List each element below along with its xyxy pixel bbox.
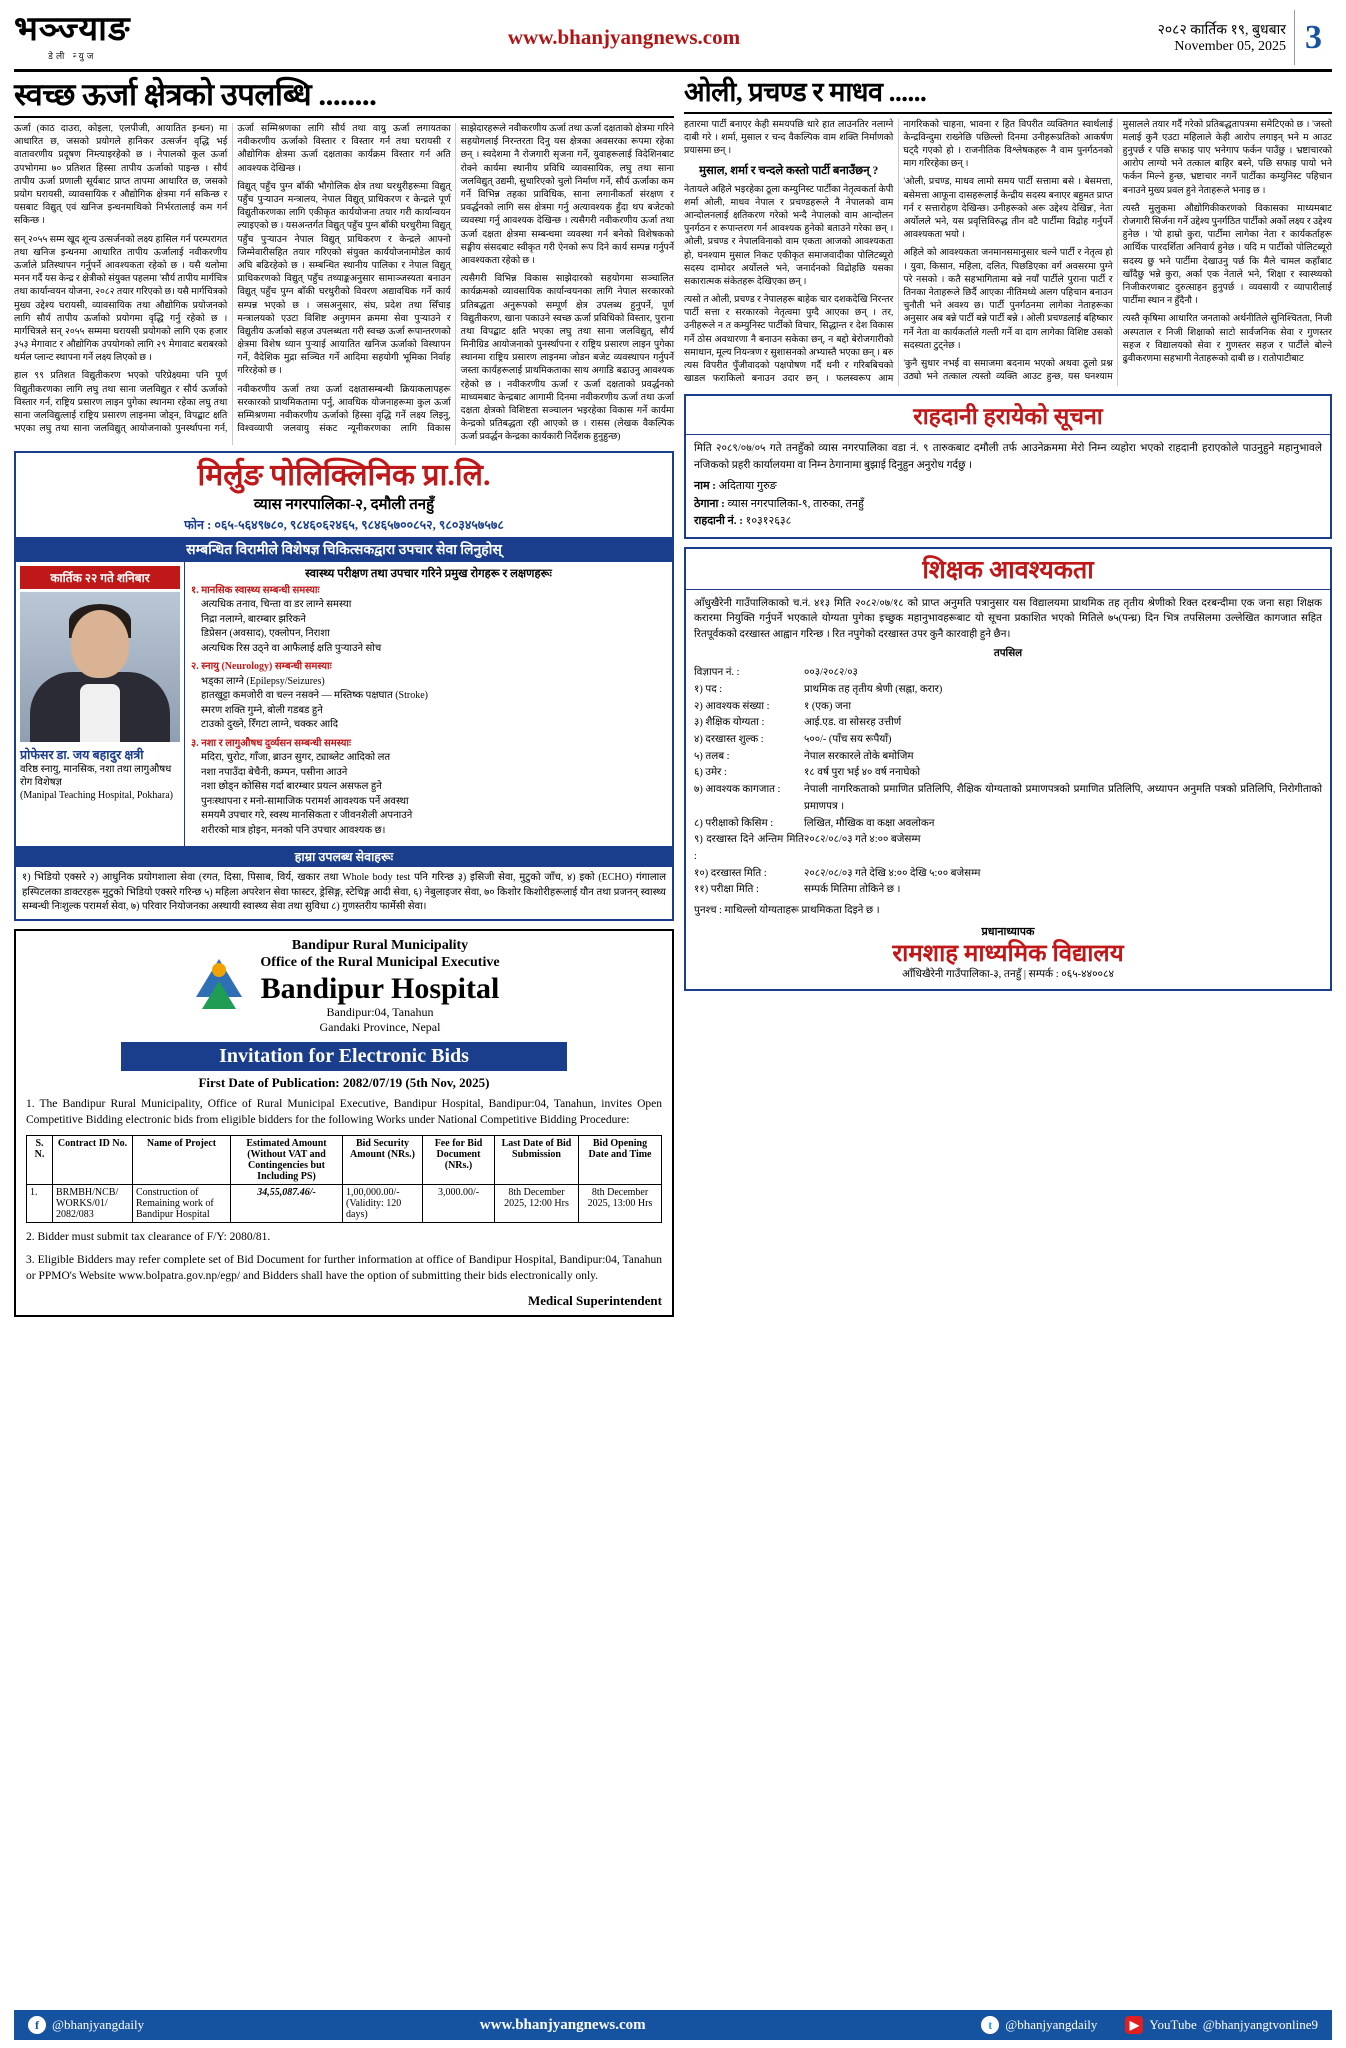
item-value: आई.एड. वा सोसरह उत्तीर्ण [804, 717, 902, 729]
footer-youtube[interactable] [1111, 2016, 1332, 2034]
col-opening-date: Bid Opening Date and Time [579, 1136, 662, 1185]
item-value: नेपाली नागरिकताको प्रमाणित प्रतिलिपि, शैक्षिक योग्यताको प्रमाणपत्रको प्रमाणित प्रतिलिपि, अध्यापन अनुमति पत्रको प्रतिलिपि, निरोगीताको प्रमाणपत्र । [804, 784, 1322, 812]
youtube-handle: @bhanjyangtvonline9 [1202, 2017, 1318, 2032]
doctor-affiliation: (Manipal Teaching Hospital, Pokhara) [20, 789, 173, 801]
service-item: भड्का लाग्ने (Epilepsy/Seizures) [201, 675, 325, 687]
teacher-ad-role: प्रधानाध्यापक [981, 926, 1035, 939]
field-value: व्यास नगरपालिका-९, तारुका, तनहुँ [727, 497, 864, 510]
clinic-address: व्यास नगरपालिका-२, दमौली तनहुँ [253, 496, 435, 513]
service-group [191, 737, 666, 839]
paragraph: त्यस्तै मुलुकमा औद्योगिकीकरणको विकासका माध्यमबाट रोजगारी सिर्जना गर्ने उद्देश्य पुनर्गठित पार्टीको अर्को लक्ष्य र उद्देश्य हुनेछ । 'यो हाम्रो कुरा, पार्टीमा लागेका नेता र कार्यकर्ताहरू आर्थिक पारदर्शिता अनिवार्य हुनेछ । यदि म पार्टीको पोलिटब्यूरो सदस्य छु भने पार्टीमा देखाउनु पर्छ कि मैले चामल कहाँबाट खाँदैछु भन्ने कुरा, अर्का एक नेताले भने, 'शिक्षा र स्वास्थ्यको निजीकरणबाट दुरुत्साहन हुनुपर्छ । व्यवसायी र व्यापारीलाई पार्टीमा स्थान न हुँदैनौ । [1122, 203, 1332, 307]
cell-sn: 1. [27, 1185, 53, 1223]
paragraph: विद्युत् पहुँच पुग्न बाँकी भौगोलिक क्षेत्र तथा घरधुरीहरूमा विद्युत् पहुँच पुऱ्याउन मन्त्रालय, नेपाल विद्युत् प्राधिकरण र केन्द्रले पूर्ण विद्युतीकरणका लागि एकीकृत कार्ययोजना तयार गरी कार्यान्वयन ल्याइएको छ । यसअन्तर्गत विद्युत् पहुँच पुग्न बाँकी घरधुरीमा विद्युत् पहुँच पुऱ्याउन नेपाल विद्युत् प्राधिकरण र केन्द्रले आफ्नो जिम्मेवारीसहित तयार गरिएको संयुक्त कार्ययोजनामोडेल कार्य अघि बढिरहेको छ । सम्बन्धित स्थानीय पालिका र नेपाल विद्युत् प्राधिकरणको विद्युत् पहुँच तथ्याङ्कअनुसार सामाञ्जस्यता बनाउन विद्युत् पहुँच पुग्न बाँकी घरधुरीको विवरण अद्यावधिक गर्ने कार्य सम्पन्न भएको छ । जसअनुसार, संघ, प्रदेश तथा सिँचाइ मन्त्रालयको एउटा विशिष्ट अनुगमन क्रममा सेवा पुऱ्याउने र विद्युतीय ऊर्जाको सहज उपलब्धता गरी स्वच्छ ऊर्जा रूपान्तरणको क्षेत्रमा विशेष ध्यान पुर्‍याई आयातित खनिज ऊर्जाको विस्थापन गर्ने, वैदेशिक मुद्रा सञ्चित गर्ने आदिमा सहयोगी भूमिका निर्वाह गरिरहेको छ । [237, 181, 451, 377]
teacher-ad-title: शिक्षक आवश्यकता [686, 549, 1330, 590]
table-row [27, 1185, 662, 1223]
item-value: प्राथमिक तह तृतीय श्रेणी (सह्ना, करार) [804, 684, 943, 696]
paragraph: त्यसो त ओली, प्रचण्ड र नेपालहरू बाहेक चार दशकदेखि निरन्तर पार्टी सत्ता र सरकारको नेतृत्वमा पुग्दै आएका छन् । तर, उनीहरूले न त कम्युनिस्ट पार्टीको विचार, सिद्धान्त र देश विकास गर्ने ठोस अवधारणा नै बनाउन सकेका छन्, न बद्दो बेरोजगारीको समाधान, मूल्य नियन्त्रण र सुशासनको अभ्यास्तै भएका छन् । बरु त्यस विपरीत पुँजीवादको पक्षपोषण गर्दै धनी र गरिबबिचको खाडल फराकिलो बनाउन उदार छन् । फलस्वरूप आम नागरिकको चाहना, भावना र हित विपरीत व्यक्तिगत स्वार्थलाई केन्द्रविन्दुमा राख्नेछि पछिल्लो दिनमा उनीहरूप्रतिको आकर्षण घट्दै गएको हो । राजनीतिक विश्लेषकहरू नै वाम पुनर्गठनको माग गरिरहेका छन् । [684, 119, 1113, 385]
teacher-ad-items [694, 665, 1322, 898]
twitter-icon: t [981, 2016, 999, 2034]
phone-numbers: ०६५-५६४९७८०, ९८४६०६२४६५, ९८४६५७००८५२, ९८०३४५७५७८ [214, 517, 504, 532]
clinic-name: मिर्लुङ पोलिक्लिनिक प्रा.लि. [197, 458, 491, 492]
col-last-date: Last Date of Bid Submission [495, 1136, 579, 1185]
paragraph: त्यस्तै कृषिमा आधारित जनताको अर्थनीतिले सुनिश्चितता, निजी अस्पताल र निजी शिक्षाको साटो सार्वजनिक सेवा र गुणस्तर सहज र विद्यालयको सेवा र गुणस्तर सहज र पार्टीले बोल्ने ढुवीकरणमा सहभागी नेताहरूको दाबी छ । रातोपाटीबाट [1122, 314, 1332, 364]
service-group [191, 660, 666, 733]
service-item: शरीरको मात्र होइन, मनको पनि उपचार आवश्यक छ। [201, 824, 386, 836]
item-row [694, 732, 1322, 749]
service-group-title: ३. नशा र लागुऔषध दुर्व्यसन सम्बन्धी समस्याः [191, 737, 351, 749]
teacher-ad-text: आँधुखैरेनी गाउँपालिकाको च.नं. ४१३ मिति २०८२/०७/१८ को प्राप्त अनुमति पत्रानुसार यस विद्यालयमा प्राथमिक तह तृतीय श्रेणीको रिक्त दरबन्दीमा एक जना सहा शिक्षक करारमा नियुक्ति गर्नुपर्ने भएकाले योग्यता पुगेका इच्छुक महानुभावहरूबाट यो सूचना प्रकाशित भएको मितिले ७५(पन्ध्र) दिन भित्र तपसिलमा उल्लेखित कागजात सहित रितपूर्वकको दरखास्त आह्वान गरिन्छ । रित नपुगेको दरखास्त उपर कुनै कारवाही हुने छैन। [694, 597, 1322, 640]
tender-paragraph-1: 1. The Bandipur Rural Municipality, Office of Rural Municipal Executive, Bandipur Hospital, Bandipur:04, Tanahun, invites Open Competitive Bidding electronic bids from eligible bidders for the following Works under National Competitive Bidding Procedure: [26, 1097, 662, 1127]
youtube-label: YouTube [1149, 2017, 1197, 2032]
service-group-title: १. मानसिक स्वास्थ्य सम्बन्धी समस्याः [191, 584, 320, 596]
item-key: ६) उमेर : [694, 767, 727, 779]
item-key: १०) दरखास्त मिति : [694, 867, 767, 879]
item-key: ३) शैक्षिक योग्यता : [694, 717, 765, 729]
col-contract-id: Contract ID No. [53, 1136, 133, 1185]
logo-title: भञ्ज्याङ [14, 11, 131, 48]
field-value: अदिताया गुरुङ [718, 479, 777, 492]
clinic-doctor-panel [16, 562, 184, 847]
phone-label: फोन : [184, 517, 212, 532]
item-row [694, 699, 1322, 716]
teacher-ad-note: पुनश्च : माथिल्लो योग्यताहरू प्राथमिकता दिइने छ । [694, 904, 880, 916]
cell-bid-security: 1,00,000.00/- (Validity: 120 days) [343, 1185, 423, 1223]
service-items [201, 751, 666, 838]
clinic-advertisement [14, 451, 674, 921]
lost-passport-notice [684, 394, 1332, 538]
col-bid-security: Bid Security Amount (NRs.) [343, 1136, 423, 1185]
logo-subtitle: डेली न्युज [48, 51, 97, 61]
item-key: ८) परीक्षाको किसिम : [694, 817, 774, 829]
services-heading: स्वास्थ्य परीक्षण तथा उपचार गरिने प्रमुख रोगहरू र लक्षणहरूः [305, 567, 552, 580]
paragraph: हाल ९९ प्रतिशत विद्युतीकरण भएको परिप्रेक्ष्यमा पनि पूर्ण विद्युतीकरणका लागि लघु तथा साना जलविद्युत र सौर्य ऊर्जाको विस्तार गर्न, राष्ट्रिय प्रसारण लाइन पुगेका स्थानमा रहेका लघु तथा साना जलविद्युत्लाई राष्ट्रिय प्रसारण लाइनमा जोड्न, विपद्बाट क्षति भएका लघु तथा साना जलविद्युत् आयोजनाको पुनर्स्थापना गर्न, ऊर्जा सम्मिश्रणका लागि सौर्य तथा वायु ऊर्जा लगायतका नवीकरणीय ऊर्जाको विस्तार र विस्तार गर्न तथा घरायसी र औद्योगिक क्षेत्रमा ऊर्जा दक्षताका कार्यक्रम विस्तार गर्न अति आवश्यक देखिन्छ । [14, 124, 451, 435]
item-value: नेपाल सरकारले तोके बमोजिम [804, 750, 914, 762]
masthead-center [214, 10, 1034, 65]
passport-notice-text: मिति २०८९/०७/०५ गते तनहुँको व्यास नगरपालिका वडा नं. ९ तारुकबाट दमौली तर्फ आउनेक्रममा मेरो निम्न व्यहोरा भएको राहदानी हराएकोले पाउनुहुने महानुभावले नजिकको प्रहरी कार्यालयमा वा निम्न ठेगानामा बुझाई दिनुहुन अनुरोध गर्दछु । [694, 443, 1322, 471]
page-number: 3 [1294, 10, 1332, 65]
tender-header [26, 937, 662, 1036]
clinic-banner: सम्बन्धित विरामीले विशेषज्ञ चिकित्सकद्वारा उपचार सेवा लिनुहोस् [16, 537, 672, 562]
paragraph: 'कुनै सुधार नभई वा समाजमा बदनाम भएको अथवा ठूलो प्रश्न उठ्यो भने तत्काल त्यस्तो व्यक्ति आउट हुन्छ, यस घनश्याम मुसालले तयार गर्दै गरेको प्रतिबद्धतापत्रमा समेटिएको छ । 'जस्तो मलाई कुनै एउटा महिलाले केही आरोप लगाइन् भने म आउट हुनुपर्छ र पछि सफाइ पाए भनेगाप फर्कन पाउँछु । भ्रष्टाचारको आरोप लाग्यो भने तत्काल बाहिर बस्ने, पछि सफाइ पायो भने फर्कन मिल्ने हुन्छ, भ्रष्टाचार नगर्ने पार्टीका कम्युनिस्ट पहिचान बनाउने मुख्य प्रवल हुने नेताहरूले भनाइ छ । [903, 119, 1332, 383]
service-item: डिप्रेसन (अवसाद), एक्लोपन, निराशा [201, 628, 330, 640]
service-item: नशा छोड्न कोसिस गर्दा बारम्बार प्रयत्न असफल हुने [201, 781, 382, 793]
newspaper-logo [14, 10, 214, 65]
item-key: ७) आवश्यक कागजात : [694, 784, 781, 796]
service-item: समयमै उपचार गरे, स्वस्थ मानसिकता र जीवनशैली अपनाउने [201, 810, 413, 822]
municipality-emblem-icon [188, 955, 250, 1017]
clinic-services-bar: हाम्रा उपलब्ध सेवाहरूः [16, 846, 672, 867]
tender-banner: Invitation for Electronic Bids [121, 1042, 566, 1071]
passport-notice-title: राहदानी हरायेको सूचना [686, 396, 1330, 435]
footer-website-url: www.bhanjyangnews.com [479, 2016, 646, 2033]
clinic-date-badge: कार्तिक २२ गते शनिबार [20, 566, 180, 589]
item-value: ५००/- (पाँच सय रूपैयाँ) [804, 734, 892, 746]
tender-address-1: Bandipur:04, Tanahun [326, 1004, 434, 1019]
passport-notice-fields [694, 478, 1322, 531]
item-row [694, 832, 1322, 865]
col-estimated-amount: Estimated Amount (Without VAT and Contingencies but Including PS) [231, 1136, 343, 1185]
tender-org-line2: Office of the Rural Municipal Executive [260, 955, 500, 971]
item-value: ००३/२०८२/०३ [804, 667, 858, 679]
tender-first-publication: First Date of Publication: 2082/07/19 (5th Nov, 2025) [198, 1074, 490, 1090]
col-sn: S. N. [27, 1136, 53, 1185]
cell-last-date: 8th December 2025, 12:00 Hrs [495, 1185, 579, 1223]
tender-notice [14, 929, 674, 1318]
table-header-row [27, 1136, 662, 1185]
left-article-headline: स्वच्छ ऊर्जा क्षेत्रको उपलब्धि ........ [14, 78, 674, 118]
teacher-ad-footer [694, 924, 1322, 983]
field-row [694, 496, 1322, 514]
item-value: १ (एक) जना [804, 700, 851, 712]
date-english: November 05, 2025 [1174, 39, 1286, 54]
item-key: ५) तलब : [694, 750, 730, 762]
facebook-handle: @bhanjyangdaily [52, 2017, 145, 2032]
service-item: मदिरा, चुरोट, गाँजा, ब्राउन सुगर, ट्याब्लेट आदिको लत [201, 752, 391, 764]
footer-website[interactable] [158, 2017, 967, 2034]
service-item: अत्यधिक तनाव, चिन्ता वा डर लाग्ने समस्या [201, 599, 352, 611]
youtube-icon: ▶ [1125, 2016, 1143, 2034]
page-body [14, 78, 1332, 1317]
paragraph: सन् २०५५ सम्म खूद शून्य उत्सर्जनको लक्ष्य हासिल गर्न परम्परागत तथा खनिज इन्धनमा आधारित तापीय ऊर्जालाई नवीकरणीय ऊर्जाले प्रतिस्थापन गर्नुपर्ने आवश्यकता रहेको छ । यसै थलोमा मनन गर्दै यस केन्द्र र क्षेत्रीको संयुक्त पहलमा 'सौर्य तापीय मार्गचित्र तथा कार्यान्वयन योजना, २०८२ तयार गरिएको छ। यसै मार्गचित्रको मुख्य उद्देश्य घरायसी, व्यावसायिक तथा औद्योगिक प्रयोजनको लागि सौर्य तापीय ऊर्जाको प्रयोगमा वृद्धि गर्नु रहेको छ । मार्गचित्रले सन् २०५५ सम्ममा घरायसी प्रयोगको लागि एक हजार ३५३ मेगावाट र औद्योगिक उपयोगको लागि २९ मेगावाट बराबरको थर्मल प्लान्ट स्थापना गर्ने लक्ष्य लिएको छ । [14, 234, 228, 364]
col-fee: Fee for Bid Document (NRs.) [423, 1136, 495, 1185]
clinic-phone [16, 516, 672, 537]
date-nepali: २०८२ कार्तिक १९, बुधबार [1157, 23, 1286, 38]
masthead-website-link[interactable]: www.bhanjyangnews.com [507, 25, 741, 49]
paragraph: नवीकरणीय ऊर्जा तथा ऊर्जा दक्षतासम्बन्धी क्रियाकलापहरू सरकारको प्राथमिकतामा पर्नु, आवधिक योजनाहरूमा कुल ऊर्जा सम्मिश्रणमा नवीकरणीय ऊर्जाको हिस्सा वृद्धि गर्ने लक्ष्य लिइनु, विश्वव्यापी जलवायु संकट न्यूनीकरणका लागि विकास साझेदारहरूले नवीकरणीय ऊर्जा तथा ऊर्जा दक्षताको क्षेत्रमा गरिने सहयोगलाई निरन्तरता दिनु यस क्षेत्रका अवसरका रूपमा रहेका छन् । स्वदेशमा नै रोजगारी सृजना गर्ने, युवाहरूलाई विदेशिनबाट रोक्ने कार्यमा स्थानीय प्रविधि व्यावसायिक, लघु तथा साना जलविद्युत् उद्यमी, सुधारिएको चुलो निर्माण गर्ने, सौर्य ऊर्जाका कम गर्ने विभिन्न तहका प्राविधिक, साना लगानीकर्ता संरक्षण र प्रवर्द्धनको लागि सस क्षेत्रमा गर्नु अत्यावश्यक हुँदा थप बजेटको व्यवस्था गर्नु आवश्यक देखिन्छ । त्यसैगरी नवीकरणीय ऊर्जा तथा ऊर्जा दक्षता क्षेत्रमा सम्बन्धमा व्यवस्था गर्न बनेको विशेषकको सङ्घीय संसदबाट स्वीकृत गरी ऐनको रूप दिने कार्य सम्पन्न गर्नुपर्ने आवश्यकता रहेको छ । [237, 124, 674, 435]
doctor-photo [20, 592, 180, 742]
cell-opening-date: 8th December 2025, 13:00 Hrs [579, 1185, 662, 1223]
service-group [191, 584, 666, 657]
cell-fee: 3,000.00/- [423, 1185, 495, 1223]
passport-notice-body [686, 435, 1330, 536]
field-row [694, 478, 1322, 496]
item-row [694, 866, 1322, 883]
right-notice-area [684, 386, 1332, 538]
twitter-handle: @bhanjyangdaily [1005, 2017, 1098, 2032]
cell-project: Construction of Remaining work of Bandipur Hospital [133, 1185, 231, 1223]
item-value: २०८२/०८/०३ गते देखि ४:०० देखि ५:०० बजेसम्म [804, 867, 981, 879]
left-article-body [14, 123, 674, 445]
masthead-date [1034, 10, 1294, 65]
service-item: नशा नपाउँदा बेचैनी, कम्पन, पसीना आउने [201, 766, 348, 778]
field-row [694, 513, 1322, 531]
right-column [684, 78, 1332, 1317]
teacher-ad-school-address: आँधिखैरेनी गाउँपालिका-३, तनहुँ | सम्पर्क : ०६५-४४००८४ [902, 969, 1114, 981]
service-item: अत्यधिक रिस उठ्ने वा आफैलाई क्षति पुऱ्याउने सोच [201, 642, 382, 654]
item-row [694, 765, 1322, 782]
right-article-headline: ओली, प्रचण्ड र माधव ...... [684, 78, 1332, 114]
item-row [694, 715, 1322, 732]
field-key: राहदानी नं. : [694, 515, 743, 528]
tender-paragraph-3: 3. Eligible Bidders may refer complete set of Bid Document for further information at office of Bandipur Hospital, Bandipur:04, Tanahun or PPMO's Website www.bolpatra.gov.np/egp/ and Bidders shall have the option of submitting their bids electronically only. [26, 1253, 662, 1283]
item-row [694, 682, 1322, 699]
service-item: निद्रा नलाग्ने, बारम्बार झरिकने [201, 613, 306, 625]
paragraph: त्यसैगरी विभिन्न विकास साझेदारको सहयोगमा सञ्चालित कार्यक्रमको व्यावसायिक कार्यान्वयनका लागि नेपाल सरकारको प्रतिबद्धता अनुरूपको सम्पूर्ण क्षेत्र उपलब्ध हुनुपर्ने, पूर्ण विद्युतीकरण, खाना पकाउने स्वच्छ ऊर्जा प्रविधिको विस्तार, पुराना तथा विपद्बाट क्षति भएका लघु तथा साना जलविद्युत्, सौर्य मिनीग्रिड आयोजनाको पुनर्स्थापना र राष्ट्रिय प्रसारण लाइन पुगेका स्थानमा राष्ट्रिय प्रसारण लाइनमा जोडन बजेट व्यवस्थापन गर्नुपर्ने जस्ता कार्यहरूलाई प्राथमिकताका साथ अगाडि बढाउनु आवश्यक रहेको छ । नवीकरणीय ऊर्जा र ऊर्जा दक्षताको प्रवर्द्धनको माध्यमबाट केन्द्रबाट आगामी दिनमा नवीकरणीय ऊर्जा तथा ऊर्जा दक्षता क्षेत्रको विशिष्टता सञ्चालन भइरहेका विकास गर्ने कार्यमा केन्द्रको प्रतिबद्धता रही आएको छ । रासस (लेखक वैकल्पिक ऊर्जा प्रवर्द्धन केन्द्रका कार्यकारी निर्देशक हुनुहुन्छ) [460, 274, 674, 443]
tender-signature: Medical Superintendent [528, 1293, 662, 1309]
item-value: २०८२/०८/०३ गते ४:०० बजेसम्म [804, 834, 921, 846]
page-footer [14, 2010, 1332, 2040]
field-key: नाम : [694, 479, 716, 492]
item-key: २) आवश्यक संख्या : [694, 700, 770, 712]
tender-hospital-name: Bandipur Hospital [260, 971, 500, 1005]
field-key: ठेगाना : [694, 497, 725, 510]
item-key: ९) दरखास्त दिने अन्तिम मिति : [694, 834, 804, 862]
clinic-services-text: १) भिडियो एक्सरे २) आधुनिक प्रयोगशाला सेवा (रगत, दिसा, पिसाब, विर्य, खकार तथा Whole body test पनि गरिन्छ ३) इसिजी सेवा, मुटुको जाँच, ४) इको (ECHO) गंगालाल हस्पिटलका डाक्टरहरू मुटुको भिडियो एक्सरे गरिन्छ ५) महिला अपरेशन सेवा फास्टर, ड्रेसिङ्ग, स्टेचिङ्ग आदी सेवा, ६) नेबुलाइजर सेवा, ७० किशोर किशोरीहरूलाई यौन तथा प्रजनन् स्वास्थ्य सम्बन्धी निःशुल्क परामर्श सेवा, ७) परिवार नियोजनका अस्थायी स्वास्थ्य सेवा तथा सुविधा ८) गुणस्तरीय फार्मेसी सेवा। [22, 872, 667, 913]
paragraph: 'ओली, प्रचण्ड, माधव लामो समय पार्टी सत्तामा बसे । बेसमत्ता, बसेमत्ता आफूना दासहरूलाई केन्द्रीय सदस्य बनाएर बहुमत प्राप्त गर्न र सत्तारोहण देखिन्छ। उनीहरूको अरू उद्देश्य देखिन्न', नेता अर्याेलले भने, यस प्रवृत्तिविरुद्ध तीन वटै पार्टीमा विद्रोह गर्नुपर्ने आवश्यकता भयो । [903, 177, 1113, 241]
item-key: ४) दरखास्त शुल्क : [694, 734, 764, 746]
footer-facebook[interactable] [14, 2016, 158, 2034]
tapasil-heading: तपसिल [993, 648, 1023, 660]
right-article-subhead: मुसाल, शर्मा र चन्दले कस्तो पार्टी बनाउँछन् ? [699, 165, 879, 178]
item-value: १८ वर्ष पुरा भई ४० वर्ष ननाघेको [804, 767, 920, 779]
right-article-body [684, 119, 1332, 387]
bids-table [26, 1135, 662, 1223]
tender-org-line1: Bandipur Rural Municipality [291, 937, 469, 953]
item-key: ११) परीक्षा मिति : [694, 884, 759, 896]
clinic-services-panel [184, 562, 672, 847]
tender-address-2: Gandaki Province, Nepal [319, 1020, 441, 1035]
item-row [694, 665, 1322, 682]
teacher-ad-body [686, 590, 1330, 989]
field-value: १०३१२६३८ [745, 515, 792, 528]
teacher-ad-school: रामशाह माध्यमिक विद्यालय [892, 940, 1124, 967]
paragraph: हतारमा पार्टी बनाएर केही समयपछि धारे हात लाउनतिर नलाग्ने दाबी गरे । शर्मा, मुसाल र चन्द वैकल्पिक वाम शक्ति निर्माणको प्रयासमा छन् । [684, 119, 894, 157]
item-key: १) पद : [694, 684, 723, 696]
service-item: हातखुट्टा कमजोरी वा चल्न नसक्ने — मस्तिष्क पक्षघात (Stroke) [201, 690, 428, 702]
item-key: विज्ञापन नं. : [694, 667, 740, 679]
col-project: Name of Project [133, 1136, 231, 1185]
clinic-content [16, 562, 672, 847]
item-value: सम्पर्क मितिमा तोकिने छ । [804, 884, 901, 896]
facebook-icon: f [28, 2016, 46, 2034]
doctor-name: प्रोफेसर डा. जय बहादुर क्षत्री [20, 747, 144, 762]
footer-twitter[interactable] [967, 2016, 1111, 2034]
paragraph: अहिले को आवश्यकता जनमानसमानुसार चल्ने पार्टी र नेतृत्व हो । युवा, किसान, महिला, दलित, पिछडिएका वर्ग अवसरमा पुग्ने परे नसकाे । कतै सहभागितामा बन्ने नयाँ पार्टीले पुराना पार्टी र तिनका नेताहरूले छिर्दै आएका नीतिमध्ये अलग पहिचान बनाउन चुनौती भने अवश्य छ। पार्टी पुनर्गठनमा लागेका नेताहरूका अनुसार अब बन्ने पार्टी बन्ने पार्टी बन्ने । ओली प्रचण्डलाई बहिष्कार गर्ने नेता वा कार्यकर्ताले गल्ती गर्ने वा दाग लागेका विशिष्ट उसको सदस्यता टुट्नेछ । [903, 248, 1113, 351]
item-row [694, 749, 1322, 766]
paragraph: नेतायले अहिले भइरहेका ठूला कम्युनिस्ट पार्टीका नेतृत्वकर्ता केपी शर्मा ओली, माधव नेपाल र प्रचण्डहरूले नै नेपालको वाम आन्दोलनलाई क्षतिकरण गरेको भन्दै नेपालको वाम आन्दोलन पुनर्गठन र रूपान्तरण गर्न आवश्यक हुनेको बताउने गरेका छन् । ओली, प्रचण्ड र नेपालविनाको वाम एकता आजको आवश्यकता हो, घनश्याम मुसाल निकट एकीकृत समाजवादीका पोलिटब्यूरो सदस्य दामोदर अर्याेलले भने, जनार्दनको विद्रोहछि यसका सकारात्मक संकेतहरू देखिएका छन् । [684, 184, 894, 287]
cell-contract-id: BRMBH/NCB/ WORKS/01/ 2082/083 [53, 1185, 133, 1223]
service-item: पुनःस्थापना र मनो-सामाजिक परामर्श आवश्यक पर्ने अवस्था [201, 795, 409, 807]
item-row [694, 816, 1322, 833]
masthead [14, 10, 1332, 72]
item-value: लिखित, मौखिक वा कक्षा अवलोकन [804, 817, 935, 829]
item-row [694, 882, 1322, 899]
tender-paragraph-2: 2. Bidder must submit tax clearance of F/Y: 2080/81. [26, 1231, 271, 1244]
service-items [201, 598, 666, 656]
service-item: स्मरण शक्ति गुम्ने, बोली गडबड हुने [201, 704, 323, 716]
item-row [694, 782, 1322, 815]
service-items [201, 675, 666, 733]
cell-estimated-amount: 34,55,087.46/- [231, 1185, 343, 1223]
paragraph: ऊर्जा (काठ दाउरा, कोइला, एलपीजी, आयातित इन्धन) मा आधारित छ, जसको प्रयोगले हानिकर उत्सर्जन वृद्धि भई वातावरणीय प्रदूषण निम्त्याइरहेको छ । नेपालको कूल ऊर्जा उपभोगमा ७० प्रतिशत हिस्सा तापीय ऊर्जाको पाइन्छ । सौर्य तापीय ऊर्जा प्रणाली सूर्यबाट प्राप्त तापमा आधारित छ, जसको प्रयोग घरायसी, व्यावसायिक र औद्योगिक क्षेत्रमा गर्न सकिन्छ र यसबाट विद्युत् एवं खनिज इन्धनमाथिको निर्भरतालाई कम गर्न सकिन्छ । [14, 124, 228, 227]
doctor-role: वरिष्ठ स्नायु, मानसिक, नशा तथा लागुऔषध रोग विशेषज्ञ [20, 763, 172, 788]
service-item: टाउको दुख्ने, रिँगटा लाग्ने, चक्कर आदि [201, 719, 339, 731]
service-group-title: २. स्नायु (Neurology) सम्बन्धी समस्याः [191, 661, 332, 673]
teacher-vacancy-ad [684, 547, 1332, 991]
left-column [14, 78, 674, 1317]
